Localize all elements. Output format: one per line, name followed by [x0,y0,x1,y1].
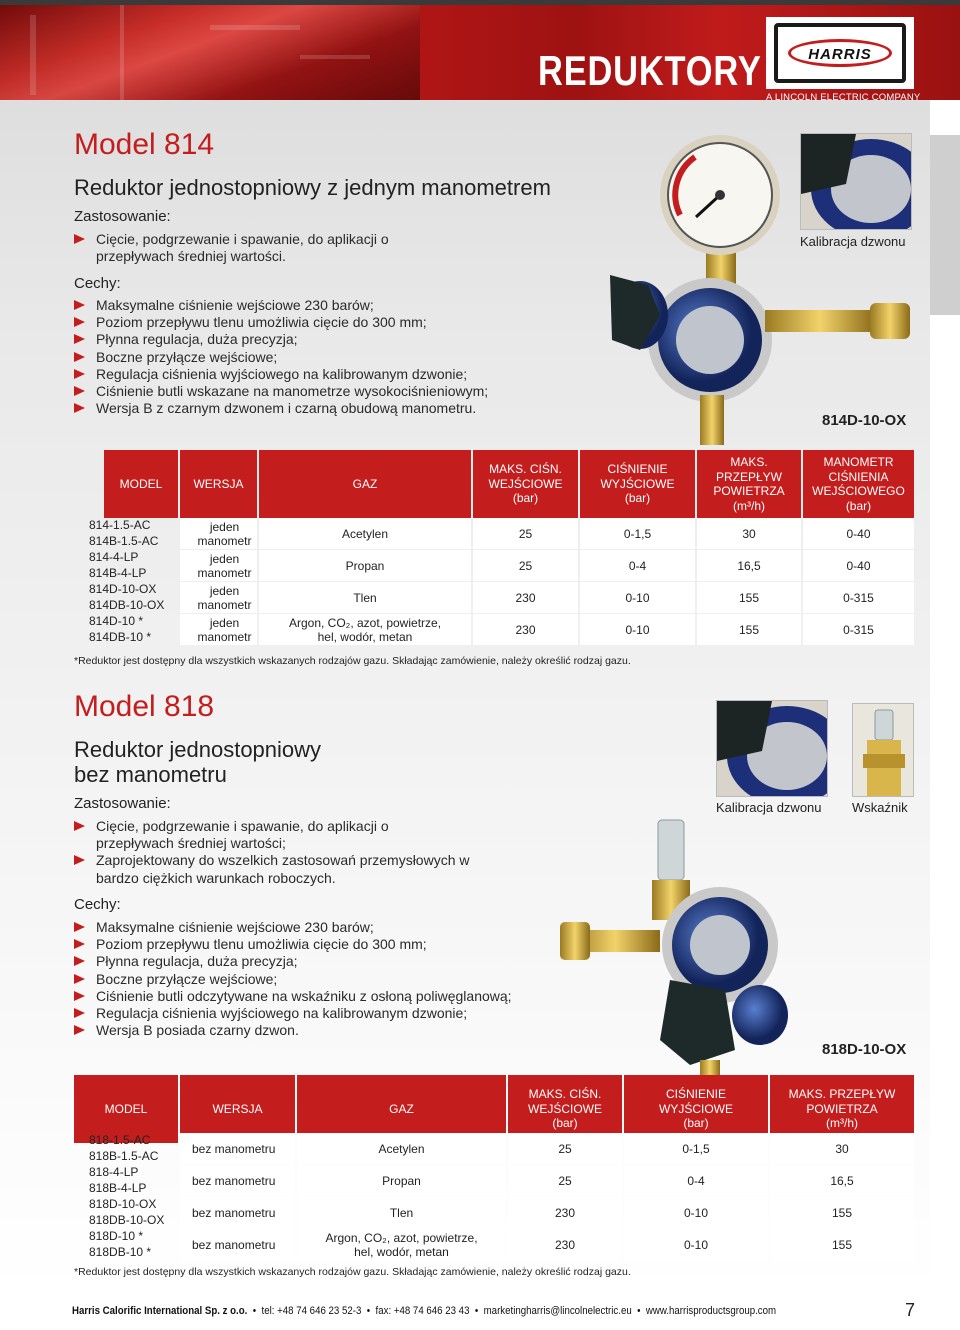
model-818-use-label: Zastosowanie: [74,795,171,812]
footer-website-link[interactable]: www.harrisproductsgroup.com [645,1305,777,1317]
footer-email-link[interactable]: marketingharris@lincolnelectric.eu [483,1305,632,1317]
table-cell-flow: 155 [697,582,801,613]
table-cell-model: 818D-10-OX 818DB-10-OX [89,1197,165,1227]
footer-contact: Harris Calorific International Sp. z o.o. • tel: +48 74 646 23 52-3 • fax: +48 74 646 23 43 • marketingharris@lincolnelectric.eu • www.harrisproductsgroup.com [72,1305,777,1317]
list-item: Płynna regulacja, duża precyzja; [74,331,604,348]
table-cell-version: jeden manometr [180,614,257,645]
col-header: MAKS. CIŚN. WEJŚCIOWE (bar) [473,450,578,518]
table-cell-out: 0-10 [580,582,695,613]
col-header: GAZ [297,1075,506,1143]
table-cell-out: 0-10 [580,614,695,645]
table-cell-gas: Acetylen [297,1133,506,1164]
table-cell-version: bez manometru [180,1229,295,1260]
table-cell-model: 818-4-LP 818B-4-LP [89,1165,147,1195]
table-cell-max_in: 230 [473,614,578,645]
bell-calibration-image-814 [800,133,912,230]
list-item: Poziom przepływu tlenu umożliwia cięcie do 300 mm; [74,314,604,331]
product-code-814: 814D-10-OX [822,412,907,429]
table-cell-max_in: 25 [508,1133,622,1164]
model-818-footnote: *Reduktor jest dostępny dla wszystkich wskazanych rodzajów gazu. Składając zamówienie, należy określić rodzaj gazu. [74,1266,631,1278]
harris-logo[interactable] [766,17,914,89]
col-header: WERSJA [180,1075,295,1143]
model-818-subtitle: Reduktor jednostopniowy bez manometru [74,737,322,787]
model-814-table [74,450,914,648]
page-number: 7 [905,1300,916,1320]
table-cell-max_in: 230 [473,582,578,613]
table-cell-max_in: 230 [508,1229,622,1260]
table-cell-max_in: 25 [473,518,578,549]
table-cell-out: 0-4 [624,1165,768,1196]
side-tab [930,135,960,315]
col-header: CIŚNIENIE WYJŚCIOWE (bar) [624,1075,768,1143]
indicator-image-818 [852,703,914,797]
list-item: Boczne przyłącze wejściowe; [74,349,604,366]
model-814-features-label: Cechy: [74,275,121,292]
table-cell-gauge: 0-315 [803,614,914,645]
model-814-use-label: Zastosowanie: [74,208,171,225]
brand-subtitle: A LINCOLN ELECTRIC COMPANY [766,92,921,100]
col-header: GAZ [259,450,471,518]
page-header [0,5,960,100]
list-item: Ciśnienie butli wskazane na manometrze wysokociśnieniowym; [74,383,604,400]
table-cell-version: jeden manometr [180,550,257,581]
table-row [74,1165,914,1197]
model-814-features-list [74,297,604,417]
table-row [74,550,914,582]
table-cell-version: bez manometru [180,1165,295,1196]
model-818-features-list [74,919,614,1039]
table-cell-model: 818-1.5-AC 818B-1.5-AC [89,1133,159,1163]
list-item: Wersja B posiada czarny dzwon. [74,1022,614,1039]
header-photo [0,5,420,100]
table-cell-model: 818D-10 * 818DB-10 * [89,1229,152,1259]
list-item: Ciśnienie butli odczytywane na wskaźniku z osłoną poliwęglanową; [74,988,614,1005]
bell-calibration-caption: Kalibracja dzwonu [800,234,906,249]
table-cell-out: 0-4 [580,550,695,581]
model-814-subtitle: Reduktor jednostopniowy z jednym manometrem [74,175,551,200]
table-cell-version: jeden manometr [180,518,257,549]
table-cell-gauge: 0-40 [803,518,914,549]
table-cell-gas: Acetylen [259,518,471,549]
brand-name: HARRIS [808,46,872,63]
table-cell-out: 0-10 [624,1229,768,1260]
table-cell-model: 814D-10-OX 814DB-10-OX [89,582,165,612]
table-cell-gauge: 0-40 [803,550,914,581]
col-header: MODEL [104,450,178,518]
footer-phone: tel: +48 74 646 23 52-3 [261,1305,362,1317]
table-cell-gas: Tlen [259,582,471,613]
page-title: REDUKTORY [538,47,762,94]
model-818-use-list [74,818,474,887]
bell-calibration-image-818 [716,700,828,797]
table-cell-gas: Argon, CO₂, azot, powietrze, hel, wodór, metan [297,1229,506,1260]
table-cell-out: 0-1,5 [580,518,695,549]
model-818-table [74,1075,914,1261]
footer-company: Harris Calorific International Sp. z o.o. [72,1305,248,1317]
table-row [74,1133,914,1165]
table-cell-version: bez manometru [180,1133,295,1164]
model-818-title: Model 818 [74,690,215,723]
product-image-818 [560,810,840,1085]
table-cell-out: 0-1,5 [624,1133,768,1164]
footer-fax: fax: +48 74 646 23 43 [375,1305,470,1317]
table-cell-gas: Tlen [297,1197,506,1228]
bell-calibration-caption: Kalibracja dzwonu [716,800,822,815]
table-cell-max_in: 25 [508,1165,622,1196]
table-row [74,1197,914,1229]
table-cell-flow: 155 [770,1197,914,1228]
table-row [74,582,914,614]
table-cell-flow: 155 [697,614,801,645]
table-cell-flow: 155 [770,1229,914,1260]
list-item: Boczne przyłącze wejściowe; [74,971,614,988]
list-item: Płynna regulacja, duża precyzja; [74,953,614,970]
table-cell-model: 814D-10 * 814DB-10 * [89,614,152,644]
model-814-title: Model 814 [74,128,215,161]
table-cell-model: 814-1.5-AC 814B-1.5-AC [89,518,159,548]
table-cell-out: 0-10 [624,1197,768,1228]
list-item: Cięcie, podgrzewanie i spawanie, do aplikacji o przepływach średniej wartości. [74,231,404,265]
table-row [74,518,914,550]
table-cell-max_in: 25 [473,550,578,581]
col-header: MODEL [74,1075,178,1143]
table-cell-version: jeden manometr [180,582,257,613]
list-item: Cięcie, podgrzewanie i spawanie, do aplikacji o przepływach średniej wartości; [74,818,404,852]
table-row [74,1229,914,1261]
col-header: MAKS. PRZEPŁYW POWIETRZA (m³/h) [770,1075,914,1143]
table-cell-gauge: 0-315 [803,582,914,613]
model-814-footnote: *Reduktor jest dostępny dla wszystkich wskazanych rodzajów gazu. Składając zamówienie, należy określić rodzaj gazu. [74,655,631,667]
list-item: Regulacja ciśnienia wyjściowego na kalibrowanym dzwonie; [74,1005,614,1022]
col-header: MANOMETR CIŚNIENIA WEJŚCIOWEGO (bar) [803,450,914,518]
col-header: MAKS. CIŚN. WEJŚCIOWE (bar) [508,1075,622,1143]
product-code-818: 818D-10-OX [822,1041,907,1058]
col-header: CIŚNIENIE WYJŚCIOWE (bar) [580,450,695,518]
table-cell-flow: 16,5 [697,550,801,581]
table-cell-gas: Propan [297,1165,506,1196]
list-item: Maksymalne ciśnienie wejściowe 230 barów; [74,919,614,936]
list-item: Poziom przepływu tlenu umożliwia cięcie do 300 mm; [74,936,614,953]
table-cell-flow: 16,5 [770,1165,914,1196]
table-cell-flow: 30 [697,518,801,549]
table-cell-version: bez manometru [180,1197,295,1228]
list-item: Regulacja ciśnienia wyjściowego na kalibrowanym dzwonie; [74,366,604,383]
indicator-caption: Wskaźnik [852,800,908,815]
list-item: Zaprojektowany do wszelkich zastosowań przemysłowych w bardzo ciężkich warunkach roboczych. [74,852,474,886]
model-814-use-list [74,231,404,265]
list-item: Wersja B z czarnym dzwonem i czarną obudową manometru. [74,400,604,417]
table-cell-model: 814-4-LP 814B-4-LP [89,550,147,580]
model-818-features-label: Cechy: [74,896,121,913]
table-cell-gas: Propan [259,550,471,581]
table-cell-flow: 30 [770,1133,914,1164]
table-cell-max_in: 230 [508,1197,622,1228]
table-cell-gas: Argon, CO₂, azot, powietrze, hel, wodór, metan [259,614,471,645]
col-header: MAKS. PRZEPŁYW POWIETRZA (m³/h) [697,450,801,518]
list-item: Maksymalne ciśnienie wejściowe 230 barów; [74,297,604,314]
col-header: WERSJA [180,450,257,518]
table-row [74,614,914,646]
